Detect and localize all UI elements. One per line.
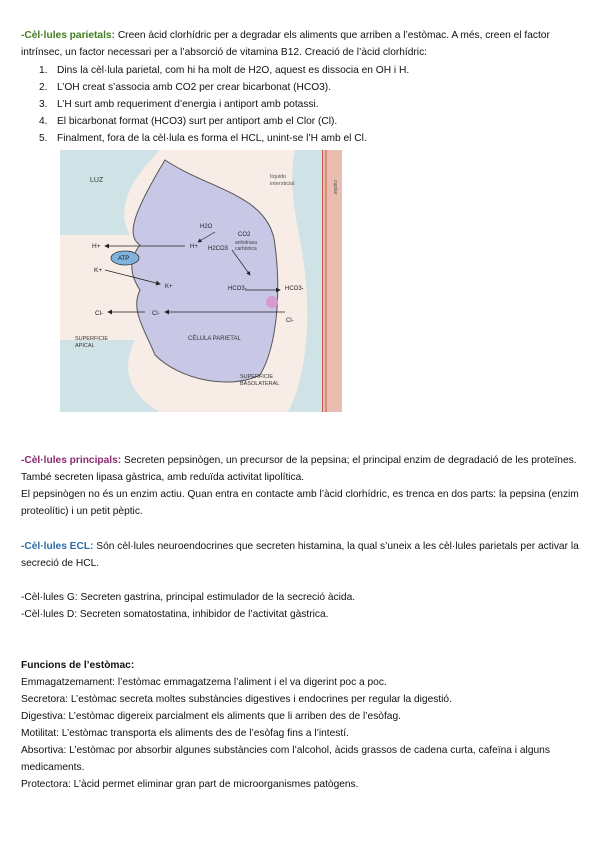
list-item bbox=[21, 130, 581, 147]
k-plus-inner: K+ bbox=[165, 284, 173, 290]
superficie-apical-label: SUPERFICIE bbox=[75, 336, 109, 342]
hcl-steps-list bbox=[21, 62, 581, 147]
funcions-title: Funcions de l’estòmac: bbox=[21, 660, 135, 671]
principals-label: -Cèl·lules principals: bbox=[21, 455, 122, 466]
list-item: Secretora: L’estòmac secreta moltes substàncies digestives i endocrines per regular la digestió. bbox=[21, 694, 452, 705]
co2-label: CO2 bbox=[238, 232, 251, 238]
liquido-label: líquido bbox=[270, 174, 287, 180]
h2o-label: H2O bbox=[200, 224, 213, 230]
list-item bbox=[21, 79, 581, 96]
celula-parietal-label: CÉLULA PARIETAL bbox=[188, 336, 241, 342]
hco3-inner: HCO3- bbox=[228, 286, 247, 292]
principals-text: Secreten pepsinògen, un precursor de la pepsina; el principal enzim de degradació de les proteïnes. També secreten lipasa gàstrica, amb reduïda activitat lipolítica. bbox=[21, 455, 577, 483]
list-item bbox=[21, 113, 581, 130]
step-text: L’H surt amb requeriment d’energia i antiport amb potassi. bbox=[57, 99, 319, 110]
list-item: Motilitat: L’estòmac transporta els aliments des de l’esòfag fins a l’intestí. bbox=[21, 728, 349, 739]
step-text: El bicarbonat format (HCO3) surt per antiport amb el Clor (Cl). bbox=[57, 116, 338, 127]
list-item: Digestiva: L’estòmac digereix parcialment els aliments que li arriben des de l’esòfag. bbox=[21, 711, 401, 722]
cl-outer: Cl- bbox=[286, 318, 294, 324]
hco3-outer: HCO3- bbox=[285, 286, 304, 292]
step-number: 4. bbox=[39, 116, 48, 127]
parietals-text: Creen àcid clorhídric per a degradar els aliments que arriben a l’estòmac. A més, creen el factor intrínsec, un factor necessari per a l’absorció de vitamina B12. Creació de l’àcid clorhídric: bbox=[21, 30, 550, 58]
step-number: 5. bbox=[39, 133, 48, 144]
capillary bbox=[322, 150, 342, 412]
g-cells-line: -Cèl·lules G: Secreten gastrina, principal estimulador de la secreció àcida. bbox=[21, 592, 356, 603]
list-item: Protectora: L’àcid permet eliminar gran part de microorganismes patògens. bbox=[21, 779, 359, 790]
bicarbonate-exchanger bbox=[266, 296, 278, 308]
ecl-paragraph bbox=[21, 538, 581, 572]
list-item: Emmagatzemament: l’estòmac emmagatzema l’aliment i el va digerint poc a poc. bbox=[21, 677, 387, 688]
h2co3-label: H2CO3 bbox=[208, 246, 229, 252]
parietals-label: -Cèl·lules parietals: bbox=[21, 30, 115, 41]
cl-inner: Cl- bbox=[152, 311, 160, 317]
superficie-basolateral-label: SUPERFICIE bbox=[240, 374, 274, 380]
capilar-label: capilar bbox=[332, 180, 338, 195]
principals-paragraph-2: El pepsinògen no és un enzim actiu. Quan entra en contacte amb l’àcid clorhídric, es trenca en dos parts: la pepsina (enzim proteolític) i un petit pèptic. bbox=[21, 489, 579, 517]
step-text: Finalment, fora de la cèl·lula es forma el HCL, unint-se l’H amb el Cl. bbox=[57, 133, 367, 144]
step-number: 1. bbox=[39, 65, 48, 76]
luz-label: LUZ bbox=[90, 177, 104, 184]
cl-lumen: Cl- bbox=[95, 310, 104, 317]
list-item bbox=[21, 96, 581, 113]
h-plus-inner: H+ bbox=[190, 244, 198, 250]
parietals-paragraph bbox=[21, 27, 581, 61]
k-plus-lumen: K+ bbox=[94, 267, 103, 274]
ecl-text: Són cèl·lules neuroendocrines que secreten histamina, la qual s’uneix a les cèl·lules parietals per activar la secreció de HCL. bbox=[21, 541, 579, 569]
step-text: L’OH creat s’associa amb CO2 per crear bicarbonat (HCO3). bbox=[57, 82, 332, 93]
principals-paragraph bbox=[21, 452, 581, 486]
anhidrasa-label: anhidrasa bbox=[235, 240, 257, 246]
parietal-cell-diagram bbox=[60, 150, 342, 412]
atp-label: ATP bbox=[118, 256, 130, 262]
funcions-list bbox=[21, 674, 581, 793]
step-number: 2. bbox=[39, 82, 48, 93]
basolateral-label: BASOLATERAL bbox=[240, 381, 280, 387]
carbonica-label: carbónica bbox=[235, 246, 257, 252]
ecl-label: -Cèl·lules ECL: bbox=[21, 541, 94, 552]
intersticial-label: intersticial bbox=[270, 181, 295, 187]
apical-label: APICAL bbox=[75, 343, 95, 349]
h-plus-lumen: H+ bbox=[92, 243, 101, 250]
list-item: Absortiva: L’estòmac por absorbir algunes substàncies com l’alcohol, àcids grassos de cadena curta, cafeïna i alguns medicaments. bbox=[21, 745, 550, 773]
step-number: 3. bbox=[39, 99, 48, 110]
step-text: Dins la cèl·lula parietal, com hi ha molt de H2O, aquest es dissocia en OH i H. bbox=[57, 65, 410, 76]
d-cells-line: -Cèl·lules D: Secreten somatostatina, inhibidor de l’activitat gàstrica. bbox=[21, 609, 329, 620]
list-item bbox=[21, 62, 581, 79]
